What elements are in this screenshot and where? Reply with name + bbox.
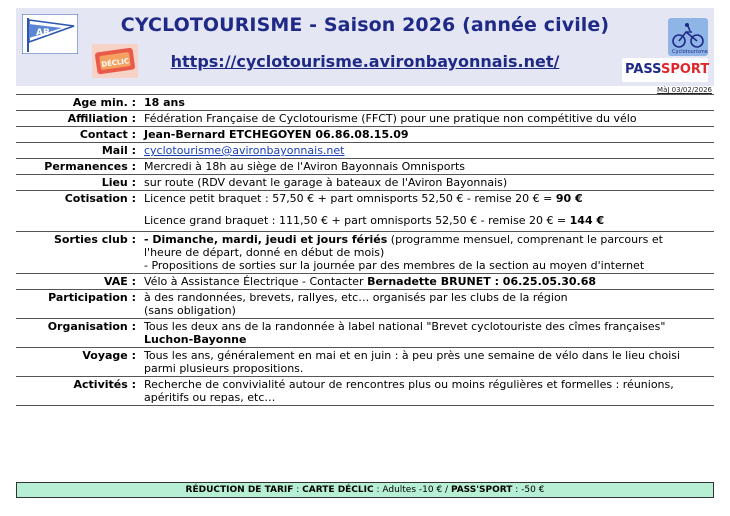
activites-line-1: Recherche de convivialité autour de rencontres plus ou moins régulières et formelles : réunions,: [144, 378, 674, 391]
email-link[interactable]: cyclotourisme@avironbayonnais.net: [144, 144, 345, 157]
cyclotourisme-logo: [668, 18, 708, 56]
ab-logo-text: AB: [36, 28, 50, 38]
row-lieu: [16, 175, 714, 191]
row-sorties: [16, 232, 714, 274]
row-organisation: [16, 319, 714, 348]
row-label: Lieu :: [101, 176, 136, 189]
row-value: sur route (RDV devant le garage à bateaux de l'Aviron Bayonnais): [144, 176, 508, 189]
participation-line-2: (sans obligation): [144, 304, 236, 317]
row-label: Voyage :: [82, 349, 136, 362]
sorties-line-2: l'heure de départ, donné en début de mois): [144, 246, 385, 259]
row-label: Participation :: [48, 291, 136, 304]
row-participation: [16, 290, 714, 319]
row-age: [16, 94, 714, 111]
row-contact: [16, 127, 714, 143]
row-label: Mail :: [101, 144, 136, 157]
cotisation-grand-braquet: Licence grand braquet : 111,50 € + part omnisports 52,50 € - remise 20 € = 144 €: [144, 214, 605, 227]
row-label: VAE :: [103, 275, 136, 288]
row-voyage: [16, 348, 714, 377]
row-label: Cotisation :: [64, 192, 136, 205]
organisation-line-1: Tous les deux ans de la randonnée à label national "Brevet cyclotouriste des cîmes françaises": [144, 320, 666, 333]
row-value: Vélo à Assistance Électrique - Contacter Bernadette BRUNET : 06.25.05.30.68: [144, 275, 597, 288]
row-value: Mercredi à 18h au siège de l'Aviron Bayonnais Omnisports: [144, 160, 466, 173]
sorties-line-3: - Propositions de sorties sur la journée par des membres de la section au moyen d'internet: [144, 259, 645, 272]
row-mail: [16, 143, 714, 159]
website-link[interactable]: https://cyclotourisme.avironbayonnais.net/: [170, 52, 560, 71]
update-date: MàJ 03/02/2026: [657, 86, 712, 94]
row-permanences: [16, 159, 714, 175]
voyage-line-1: Tous les ans, généralement en mai et en juin : à peu près une semaine de vélo dans le lieu choisi: [144, 349, 681, 362]
row-vae: [16, 274, 714, 290]
info-table: [16, 94, 714, 406]
row-label: Contact :: [79, 128, 136, 141]
row-label: Permanences :: [44, 160, 136, 173]
activites-line-2: apéritifs ou repas, etc…: [144, 391, 276, 404]
reduction-banner: RÉDUCTION DE TARIF : CARTE DÉCLIC : Adultes -10 € / PASS'SPORT : -50 €: [16, 482, 714, 498]
row-affiliation: [16, 111, 714, 127]
sport-logo-text: SPORT: [660, 62, 710, 77]
row-label: Sorties club :: [54, 233, 136, 246]
organisation-line-2: Luchon-Bayonne: [144, 333, 247, 346]
row-cotisation: [16, 191, 714, 232]
cyclo-logo-text: Cyclotourisme: [672, 49, 708, 55]
row-label: Age min. :: [72, 96, 136, 109]
row-label: Organisation :: [47, 320, 136, 333]
row-activites: [16, 377, 714, 406]
pass-logo-text: PASS: [625, 62, 661, 77]
declic-logo-text: DÉCLIC: [100, 57, 130, 69]
row-label: Affiliation :: [67, 112, 136, 125]
carte-declic-logo: [92, 44, 138, 78]
page-title: CYCLOTOURISME - Saison 2026 (année civile): [120, 14, 610, 36]
cotisation-petit-braquet: Licence petit braquet : 57,50 € + part omnisports 52,50 € - remise 20 € = 90 €: [144, 192, 583, 205]
row-value: Jean-Bernard ETCHEGOYEN 06.86.08.15.09: [144, 128, 409, 141]
row-label: Activités :: [73, 378, 136, 391]
aviron-bayonnais-flag-logo: [22, 14, 78, 54]
row-value: Fédération Française de Cyclotourisme (FFCT) pour une pratique non compétitive du vélo: [144, 112, 637, 125]
voyage-line-2: parmi plusieurs propositions.: [144, 362, 304, 375]
row-value: 18 ans: [144, 96, 185, 109]
sorties-line-1: - Dimanche, mardi, jeudi et jours fériés (programme mensuel, comprenant le parcours et: [144, 233, 663, 246]
participation-line-1: à des randonnées, brevets, rallyes, etc… organisés par les clubs de la région: [144, 291, 568, 304]
pass-sport-logo: [622, 58, 708, 82]
